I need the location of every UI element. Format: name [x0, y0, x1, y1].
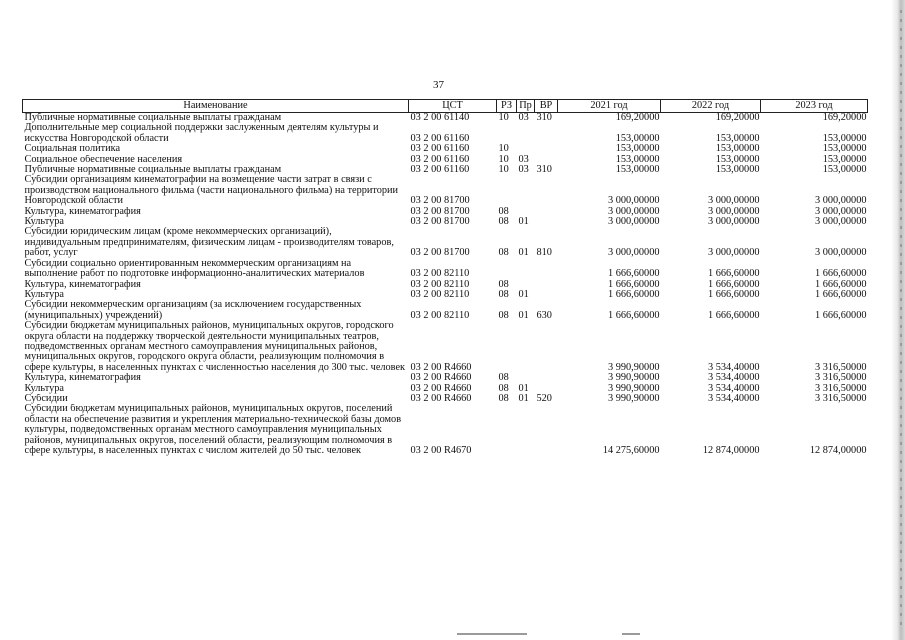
cell-2023: 3 316,50000 — [815, 383, 867, 394]
cell-2022: 3 000,00000 — [708, 206, 760, 217]
cell-name: Культура — [24, 217, 64, 228]
cell-rz — [497, 259, 517, 280]
cell-2022: 3 534,40000 — [708, 393, 760, 404]
page-number: 37 — [433, 79, 444, 91]
cell-cst: 03 2 00 R4660 — [410, 361, 472, 373]
table-row — [23, 280, 868, 290]
cell-rz: 08 — [498, 247, 509, 259]
scan-edge-shadow — [891, 0, 905, 640]
cell-name: Публичные нормативные социальные выплаты гражданам — [24, 165, 282, 176]
cell-cst: 03 2 00 61160 — [410, 165, 470, 176]
table-row — [23, 155, 868, 165]
cell-cst: 03 2 00 81700 — [410, 217, 470, 228]
cell-2021: 14 275,60000 — [602, 445, 660, 456]
cell-name: Субсидии бюджетам муниципальных районов, муниципальных округов, городского округа области на поддержку творческой деятельности муниципальных театров, подведомственных органам местного самоуправления муниципальных районов, муниципальных округов, городского округа области, реализующим полномочия в сфере культуры, в населенных пунктах с численностью населения до 300 тыс. человек — [24, 321, 406, 373]
table-row — [23, 144, 868, 154]
cell-vr — [535, 123, 558, 144]
cell-name: Субсидии организациям кинематографии на возмещение части затрат в связи с производством национального фильма (части национального фильма) на территории Новгородской области — [24, 175, 399, 207]
header-2023: 2023 год — [761, 100, 868, 113]
cell-pr — [517, 404, 535, 456]
cell-2021: 1 666,60000 — [608, 279, 660, 290]
cell-2021: 3 990,90000 — [608, 393, 660, 404]
cell-vr: 520 — [536, 393, 552, 404]
cell-cst: 03 2 00 82110 — [410, 309, 470, 321]
cell-pr — [517, 259, 535, 280]
table-row — [23, 113, 868, 124]
table-row — [23, 123, 868, 144]
cell-2022: 12 874,00000 — [702, 445, 760, 456]
cell-2022: 153,00000 — [715, 144, 760, 155]
cell-2021: 3 000,00000 — [608, 195, 660, 207]
cell-2021: 153,00000 — [615, 165, 660, 176]
cell-pr: 01 — [518, 309, 529, 321]
cell-name: Субсидии бюджетам муниципальных районов, муниципальных округов, поселений области на обеспечение развития и укрепления материально-технической базы домов культуры, подведомственных органам местного самоуправления муниципальных районов, муниципальных округов, поселений области, реализующим полномочия в сфере культуры, в населенных пунктах с числом жителей до 50 тыс. человек — [24, 404, 402, 456]
cell-vr — [535, 175, 558, 206]
budget-table — [22, 99, 868, 456]
cell-2021: 169,20000 — [615, 112, 660, 123]
cell-name: Субсидии — [24, 393, 68, 404]
cell-pr — [517, 175, 535, 206]
header-rz: РЗ — [497, 100, 517, 113]
cell-2023: 153,00000 — [822, 144, 867, 155]
cell-cst: 03 2 00 61160 — [410, 144, 470, 155]
cell-2023: 1 666,60000 — [815, 279, 867, 290]
cell-rz: 08 — [498, 309, 509, 321]
cell-2023: 1 666,60000 — [815, 309, 867, 321]
table-row — [23, 259, 868, 280]
table-row — [23, 165, 868, 175]
cell-2023: 169,20000 — [822, 112, 867, 123]
cell-vr: 630 — [536, 309, 552, 321]
cell-rz: 10 — [498, 112, 509, 123]
cell-vr: 810 — [536, 247, 552, 259]
cell-vr — [535, 384, 558, 394]
cell-rz: 10 — [498, 165, 509, 176]
cell-rz — [497, 123, 517, 144]
cell-pr: 03 — [518, 165, 529, 176]
cell-2021: 3 990,90000 — [608, 361, 660, 373]
cell-pr — [517, 321, 535, 373]
cell-2021: 3 000,00000 — [608, 217, 660, 228]
cell-2021: 3 990,90000 — [608, 373, 660, 384]
cell-2023: 3 316,50000 — [815, 373, 867, 384]
cell-rz: 08 — [498, 279, 509, 290]
table-row — [23, 373, 868, 383]
cell-cst: 03 2 00 R4660 — [410, 373, 472, 384]
cell-cst: 03 2 00 R4660 — [410, 393, 472, 404]
cell-pr: 01 — [518, 289, 529, 300]
cell-name: Культура, кинематография — [24, 206, 141, 217]
table-row — [23, 384, 868, 394]
cell-rz: 08 — [498, 289, 509, 300]
cell-2023: 3 000,00000 — [815, 247, 867, 259]
cell-pr — [517, 144, 535, 154]
cell-pr — [517, 373, 535, 383]
cell-2023: 3 000,00000 — [815, 206, 867, 217]
header-2021: 2021 год — [558, 100, 661, 113]
cell-rz: 08 — [498, 383, 509, 394]
cell-rz: 08 — [498, 373, 509, 384]
cell-cst: 03 2 00 81700 — [410, 247, 470, 259]
header-pr: Пр — [517, 100, 535, 113]
cell-cst: 03 2 00 82110 — [410, 279, 470, 290]
cell-2023: 12 874,00000 — [809, 445, 867, 456]
cell-vr: 310 — [536, 112, 552, 123]
cell-rz — [497, 321, 517, 373]
table-row — [23, 394, 868, 404]
cell-2021: 153,00000 — [615, 132, 660, 144]
cell-vr — [535, 321, 558, 373]
table-row — [23, 217, 868, 227]
cell-2022: 3 534,40000 — [708, 361, 760, 373]
cell-2023: 3 000,00000 — [815, 195, 867, 207]
cell-2023: 153,00000 — [822, 154, 867, 165]
table-row — [23, 321, 868, 373]
cell-name: Дополнительные мер социальной поддержки заслуженным деятелям культуры и искусства Новгородской области — [24, 123, 379, 144]
cell-vr — [535, 290, 558, 300]
cell-2022: 153,00000 — [715, 154, 760, 165]
cell-2023: 3 316,50000 — [815, 361, 867, 373]
table-header — [23, 100, 868, 113]
table-row — [23, 207, 868, 217]
cell-2021: 3 990,90000 — [608, 383, 660, 394]
cell-2022: 153,00000 — [715, 132, 760, 144]
cell-rz — [497, 404, 517, 456]
cell-2022: 3 534,40000 — [708, 383, 760, 394]
table-row — [23, 404, 868, 456]
cell-2022: 3 000,00000 — [708, 195, 760, 207]
cell-name: Субсидии социально ориентированным некоммерческим организациям на выполнение работ по подготовке информационно-аналитических материалов — [24, 258, 365, 280]
cell-cst: 03 2 00 R4660 — [410, 383, 472, 394]
cell-2022: 3 000,00000 — [708, 217, 760, 228]
table-row — [23, 227, 868, 258]
cell-2022: 3 534,40000 — [708, 373, 760, 384]
scan-artifact-mark — [457, 633, 527, 635]
cell-cst: 03 2 00 61160 — [410, 154, 470, 165]
cell-cst: 03 2 00 81700 — [410, 195, 470, 207]
cell-vr — [535, 373, 558, 383]
cell-2022: 1 666,60000 — [708, 289, 760, 300]
cell-rz: 08 — [498, 206, 509, 217]
cell-vr — [535, 404, 558, 456]
cell-cst: 03 2 00 R4670 — [410, 445, 472, 456]
cell-rz: 08 — [498, 217, 509, 228]
cell-name: Культура, кинематография — [24, 373, 141, 384]
table-body — [23, 113, 868, 457]
cell-2023: 153,00000 — [822, 165, 867, 176]
scan-artifact-mark — [622, 633, 640, 635]
cell-2023: 153,00000 — [822, 132, 867, 144]
cell-vr — [535, 155, 558, 165]
cell-2023: 1 666,60000 — [815, 289, 867, 300]
cell-cst: 03 2 00 61140 — [410, 112, 470, 123]
cell-cst: 03 2 00 81700 — [410, 206, 470, 217]
header-cst: ЦСТ — [409, 100, 497, 113]
cell-2021: 1 666,60000 — [608, 309, 660, 321]
cell-pr — [517, 280, 535, 290]
cell-pr: 01 — [518, 383, 529, 394]
cell-vr — [535, 280, 558, 290]
cell-2022: 1 666,60000 — [708, 309, 760, 321]
cell-2021: 3 000,00000 — [608, 247, 660, 259]
cell-pr — [517, 207, 535, 217]
cell-vr: 310 — [536, 165, 552, 176]
cell-pr: 01 — [518, 247, 529, 259]
cell-name: Субсидии юридическим лицам (кроме некоммерческих организаций), индивидуальным предпринимателям, физическим лицам - производителям товаров, работ, услуг — [24, 227, 394, 259]
header-vr: ВР — [535, 100, 558, 113]
cell-2023: 3 000,00000 — [815, 217, 867, 228]
cell-name: Социальная политика — [24, 144, 121, 155]
cell-name: Культура, кинематография — [24, 279, 141, 290]
cell-2023: 1 666,60000 — [815, 268, 867, 280]
cell-pr: 03 — [518, 154, 529, 165]
cell-pr — [517, 123, 535, 144]
cell-2021: 153,00000 — [615, 144, 660, 155]
cell-name: Культура — [24, 383, 64, 394]
cell-rz: 10 — [498, 154, 509, 165]
cell-pr: 01 — [518, 217, 529, 228]
cell-cst: 03 2 00 82110 — [410, 268, 470, 280]
cell-name: Культура — [24, 289, 64, 300]
cell-2021: 1 666,60000 — [608, 289, 660, 300]
table-row — [23, 300, 868, 321]
cell-2021: 3 000,00000 — [608, 206, 660, 217]
table-row — [23, 290, 868, 300]
cell-2023: 3 316,50000 — [815, 393, 867, 404]
cell-cst: 03 2 00 82110 — [410, 289, 470, 300]
cell-vr — [535, 259, 558, 280]
cell-vr — [535, 207, 558, 217]
cell-2022: 1 666,60000 — [708, 279, 760, 290]
cell-2022: 1 666,60000 — [708, 268, 760, 280]
cell-rz: 10 — [498, 144, 509, 155]
cell-pr: 01 — [518, 393, 529, 404]
cell-2022: 169,20000 — [715, 112, 760, 123]
table-row — [23, 175, 868, 206]
cell-2021: 153,00000 — [615, 154, 660, 165]
cell-name: Публичные нормативные социальные выплаты гражданам — [24, 112, 282, 123]
cell-name: Социальное обеспечение населения — [24, 154, 183, 165]
cell-name: Субсидии некоммерческим организациям (за исключением государственных (муниципальных) учреждений) — [24, 300, 362, 321]
cell-pr: 03 — [518, 112, 529, 123]
cell-cst: 03 2 00 61160 — [410, 132, 470, 144]
cell-2022: 3 000,00000 — [708, 247, 760, 259]
cell-vr — [535, 144, 558, 154]
header-name: Наименование — [23, 100, 409, 113]
header-2022: 2022 год — [661, 100, 761, 113]
cell-rz: 08 — [498, 393, 509, 404]
cell-2021: 1 666,60000 — [608, 268, 660, 280]
cell-2022: 153,00000 — [715, 165, 760, 176]
cell-rz — [497, 175, 517, 206]
cell-vr — [535, 217, 558, 227]
header-row — [23, 100, 868, 113]
